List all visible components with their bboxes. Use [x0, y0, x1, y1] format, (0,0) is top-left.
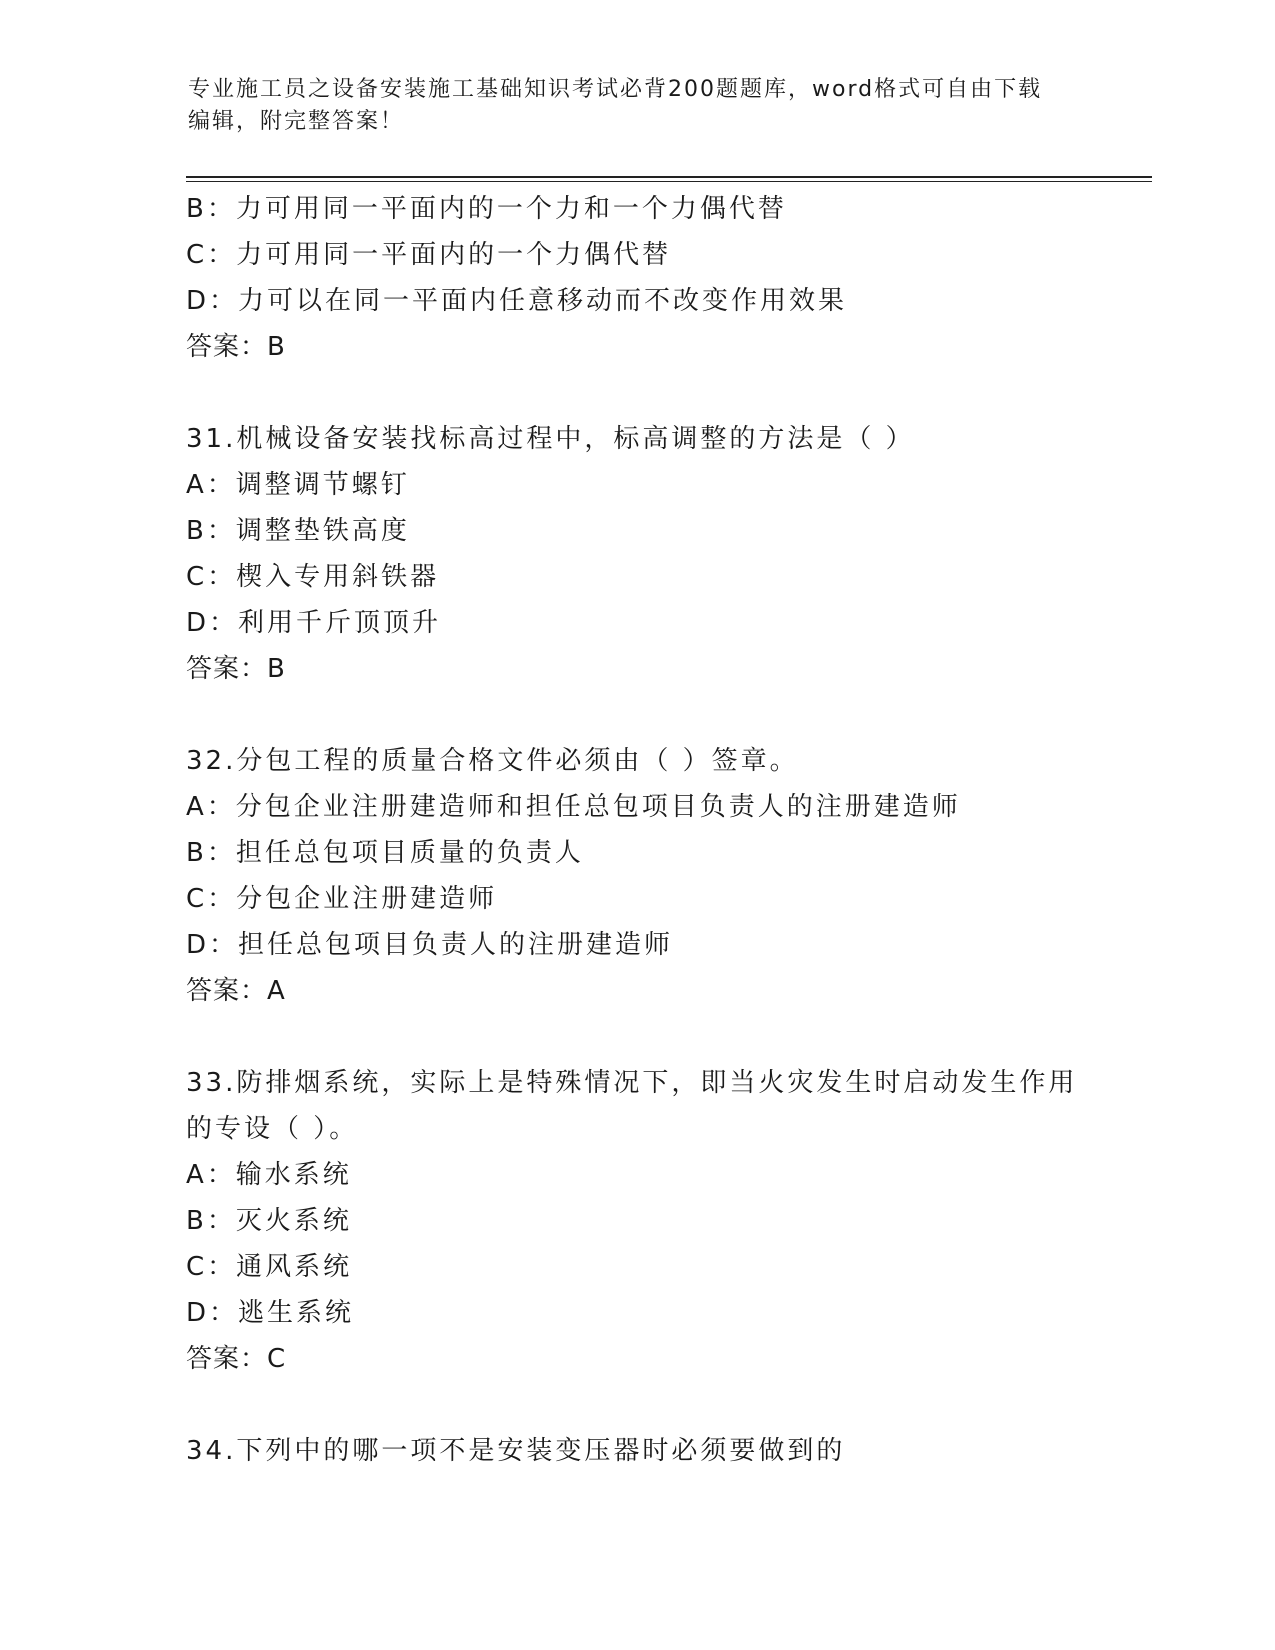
question-text: 31.机械设备安装找标高过程中，标高调整的方法是（ ） — [186, 424, 915, 454]
option-d: D：担任总包项目负责人的注册建造师 — [186, 930, 674, 960]
option-c: C：楔入专用斜铁器 — [186, 562, 440, 592]
header-line-1: 专业施工员之设备安装施工基础知识考试必背200题题库，word格式可自由下载 — [188, 77, 1043, 102]
option-b: B：调整垫铁高度 — [186, 516, 410, 546]
document-body — [186, 186, 1106, 1474]
option-a: A：输水系统 — [186, 1160, 352, 1190]
option-d: D：力可以在同一平面内任意移动而不改变作用效果 — [186, 286, 848, 316]
question-block-33 — [186, 1060, 1106, 1382]
header-line-2: 编辑，附完整答案！ — [188, 109, 405, 134]
answer: 答案：A — [186, 976, 286, 1006]
question-text: 34.下列中的哪一项不是安装变压器时必须要做到的 — [186, 1436, 846, 1466]
option-d: D：逃生系统 — [186, 1298, 355, 1328]
answer: 答案：C — [186, 1344, 287, 1374]
answer: 答案：B — [186, 654, 286, 684]
option-a: A：调整调节螺钉 — [186, 470, 410, 500]
answer: 答案：B — [186, 332, 286, 362]
question-block-32 — [186, 738, 1106, 1014]
header-divider — [186, 176, 1152, 182]
option-b: B：力可用同一平面内的一个力和一个力偶代替 — [186, 194, 787, 224]
document-header — [188, 74, 1088, 138]
option-b: B：灭火系统 — [186, 1206, 352, 1236]
option-a: A：分包企业注册建造师和担任总包项目负责人的注册建造师 — [186, 792, 961, 822]
option-c: C：分包企业注册建造师 — [186, 884, 498, 914]
question-text-line-1: 33.防排烟系统，实际上是特殊情况下，即当火灾发生时启动发生作用 — [186, 1068, 1078, 1098]
question-text: 32.分包工程的质量合格文件必须由（ ）签章。 — [186, 746, 799, 776]
option-b: B：担任总包项目质量的负责人 — [186, 838, 584, 868]
question-text-line-2: 的专设（ ）。 — [186, 1114, 359, 1144]
option-d: D：利用千斤顶顶升 — [186, 608, 442, 638]
option-c: C：通风系统 — [186, 1252, 353, 1282]
question-block-30 — [186, 186, 1106, 370]
question-block-31 — [186, 416, 1106, 692]
option-c: C：力可用同一平面内的一个力偶代替 — [186, 240, 672, 270]
question-block-34 — [186, 1428, 1106, 1474]
